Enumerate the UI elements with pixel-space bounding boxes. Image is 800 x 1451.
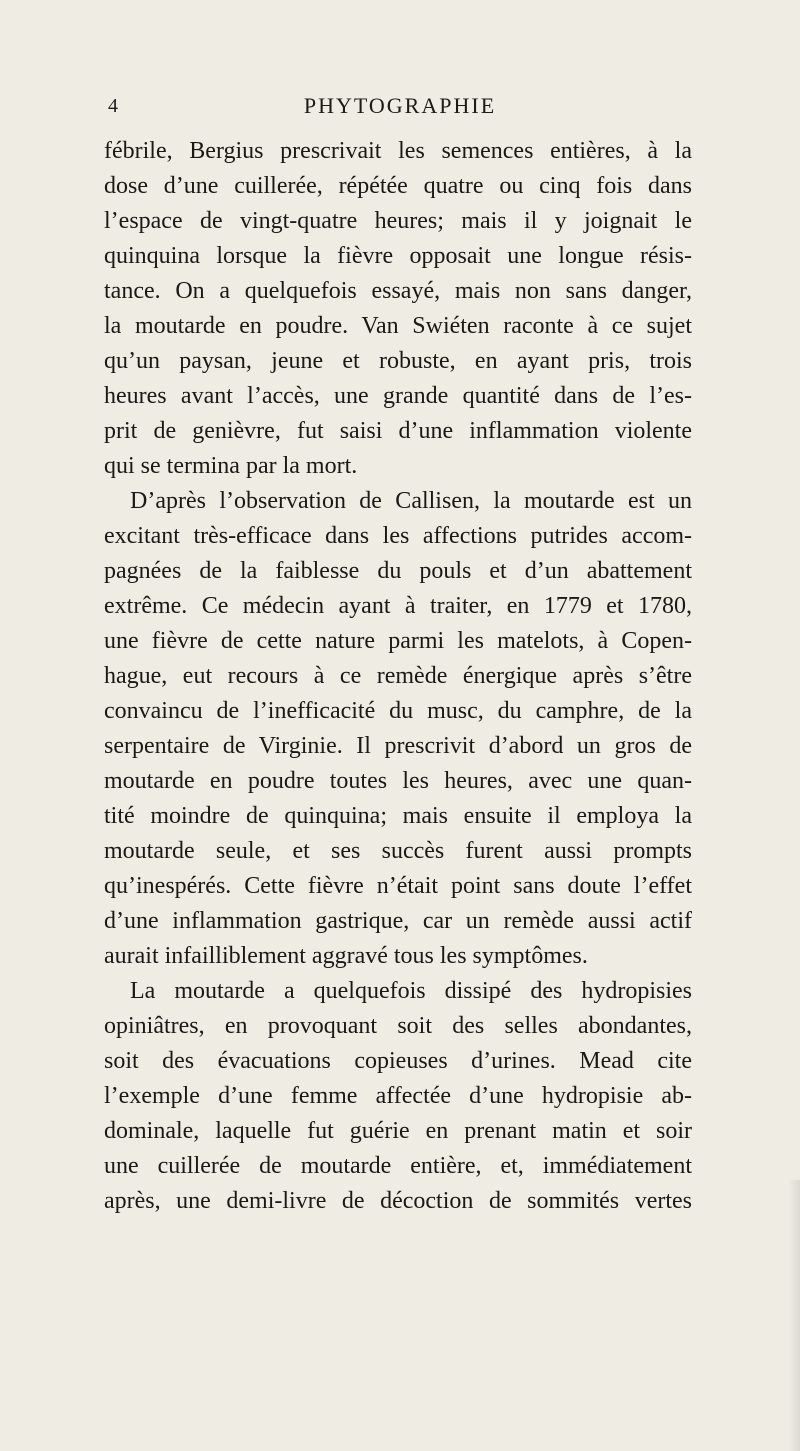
text-line: dominale, laquelle fut guérie en prenant matin et soir bbox=[104, 1118, 692, 1144]
page-number: 4 bbox=[108, 95, 118, 117]
text-line: convaincu de l’inefficacité du musc, du camphre, de la bbox=[104, 698, 692, 724]
text-line: d’une inflammation gastrique, car un remède aussi actif bbox=[104, 908, 692, 934]
text-line: heures avant l’accès, une grande quantité dans de l’es- bbox=[104, 383, 692, 409]
page-header bbox=[108, 86, 692, 126]
text-line: qu’un paysan, jeune et robuste, en ayant pris, trois bbox=[104, 348, 692, 374]
text-line: la moutarde en poudre. Van Swiéten raconte à ce sujet bbox=[104, 313, 692, 339]
text-line: une fièvre de cette nature parmi les matelots, à Copen- bbox=[104, 628, 692, 654]
page-edge-shadow bbox=[788, 1180, 800, 1451]
text-line: moutarde en poudre toutes les heures, avec une quan- bbox=[104, 768, 692, 794]
text-line: opiniâtres, en provoquant soit des selles abondantes, bbox=[104, 1013, 692, 1039]
text-line: fébrile, Bergius prescrivait les semences entières, à la bbox=[104, 138, 692, 164]
text-line: pagnées de la faiblesse du pouls et d’un abattement bbox=[104, 558, 692, 584]
text-line: quinquina lorsque la fièvre opposait une longue résis- bbox=[104, 243, 692, 269]
text-line: prit de genièvre, fut saisi d’une inflammation violente bbox=[104, 418, 692, 444]
text-line: moutarde seule, et ses succès furent aussi prompts bbox=[104, 838, 692, 864]
running-title: PHYTOGRAPHIE bbox=[303, 93, 497, 118]
text-line: extrême. Ce médecin ayant à traiter, en 1779 et 1780, bbox=[104, 593, 692, 619]
text-line: l’espace de vingt-quatre heures; mais il y joignait le bbox=[104, 208, 692, 234]
body-text bbox=[104, 134, 692, 1219]
text-line: dose d’une cuillerée, répétée quatre ou cinq fois dans bbox=[104, 173, 692, 199]
text-line: excitant très-efficace dans les affections putrides accom- bbox=[104, 523, 692, 549]
text-line: serpentaire de Virginie. Il prescrivit d’abord un gros de bbox=[104, 733, 692, 759]
text-line: qu’inespérés. Cette fièvre n’était point sans doute l’effet bbox=[104, 873, 692, 899]
paragraph-start-line: La moutarde a quelquefois dissipé des hydropisies bbox=[130, 978, 692, 1004]
paragraph-start-line: D’après l’observation de Callisen, la moutarde est un bbox=[130, 488, 692, 514]
text-line: tance. On a quelquefois essayé, mais non sans danger, bbox=[104, 278, 692, 304]
text-line: après, une demi-livre de décoction de sommités vertes bbox=[104, 1188, 692, 1214]
text-line: tité moindre de quinquina; mais ensuite il employa la bbox=[104, 803, 692, 829]
paragraph-end-line: aurait infailliblement aggravé tous les symptômes. bbox=[104, 943, 588, 969]
text-line: hague, eut recours à ce remède énergique après s’être bbox=[104, 663, 692, 689]
text-line: l’exemple d’une femme affectée d’une hydropisie ab- bbox=[104, 1083, 692, 1109]
text-line: une cuillerée de moutarde entière, et, immédiatement bbox=[104, 1153, 692, 1179]
paragraph-end-line: qui se termina par la mort. bbox=[104, 453, 358, 479]
text-line: soit des évacuations copieuses d’urines. Mead cite bbox=[104, 1048, 692, 1074]
